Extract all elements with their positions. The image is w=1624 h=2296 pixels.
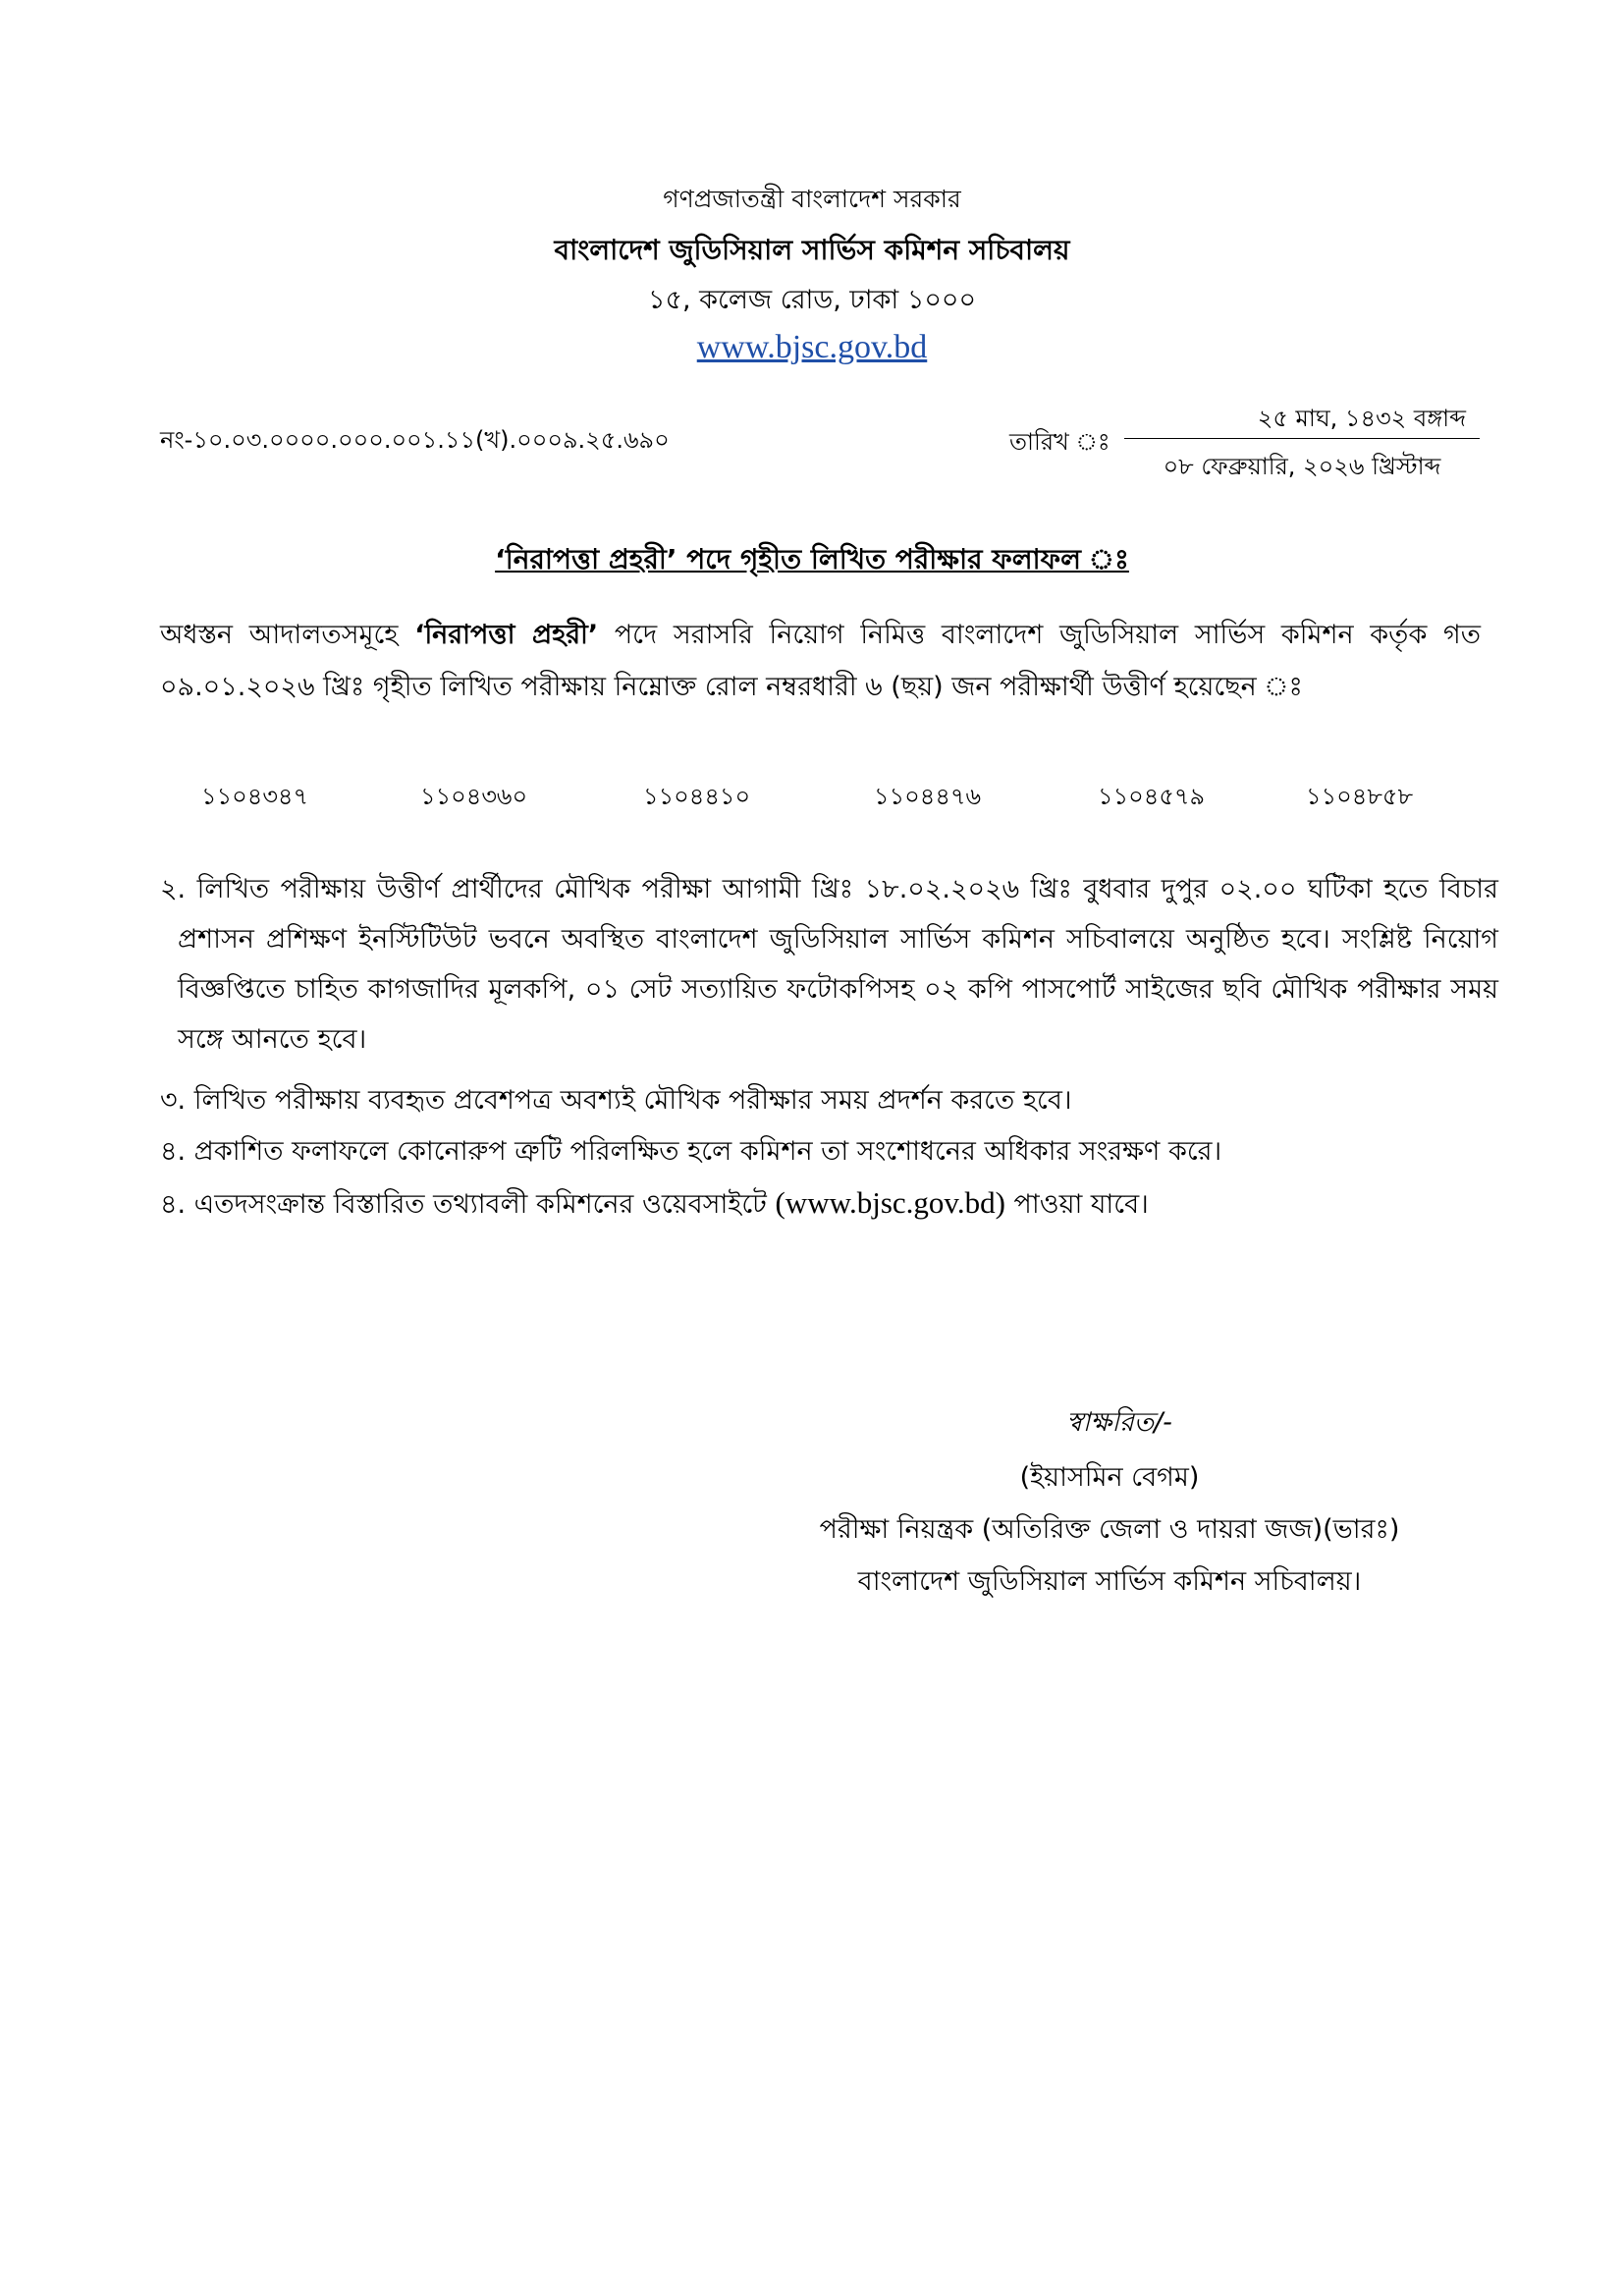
office-heading: বাংলাদেশ জুডিসিয়াল সার্ভিস কমিশন সচিবালয় [554,234,1070,266]
instruction-item-2: ২. লিখিত পরীক্ষায় উত্তীর্ণ প্রার্থীদের মৌখিক পরীক্ষা আগামী খ্রিঃ ১৮.০২.২০২৬ খ্রিঃ বুধবার দুপুর ০২.০০ ঘটিকা হতে বিচার প্রশাসন প্রশিক্ষণ ইনস্টিটিউট ভবনে অবস্থিত বাংলাদেশ জুডিসিয়াল সার্ভিস কমিশন সচিবালয়ে অনুষ্ঠিত হবে। সংশ্লিষ্ট নিয়োগ বিজ্ঞপ্তিতে চাহিত কাগজাদির মূলকপি, ০১ সেট সত্যায়িত ফটোকপিসহ ০২ কপি পাসপোর্ট সাইজের ছবি মৌখিক পরীক্ষার সময় সঙ্গে আনতে হবে। [160,874,1498,1055]
instruction-item-5 [160,1177,1481,1230]
date-label: তারিখ ঃ [1009,428,1110,456]
government-heading: গণপ্রজাতন্ত্রী বাংলাদেশ সরকার [663,185,961,213]
date-divider [1124,438,1480,439]
instruction-item-4: ৪. প্রকাশিত ফলাফলে কোনোরুপ ত্রুটি পরিলক্ষিত হলে কমিশন তা সংশোধনের অধিকার সংরক্ষণ করে। [160,1136,1222,1167]
signatory-name: (ইয়াসমিন বেগম) [1019,1462,1200,1493]
date-bangla: ২৫ মাঘ, ১৪৩২ বঙ্গাব্দ [1257,405,1466,432]
instruction-item-5-prefix: ৪. এতদসংক্রান্ত বিস্তারিত তথ্যাবলী কমিশনের ওয়েবসাইটে [160,1189,776,1220]
roll-number: ১১০৪৪১০ [643,783,751,810]
website-link[interactable]: www.bjsc.gov.bd [696,329,928,365]
intro-post-name: ‘নিরাপত্তা প্রহরী’ [414,620,599,650]
instruction-website: (www.bjsc.gov.bd) [775,1185,1005,1220]
subject-text: ‘নিরাপত্তা প্রহরী’ পদে গৃহীত লিখিত পরীক্ষার ফলাফল ঃ [495,543,1129,575]
signed-mark: স্বাক্ষরিত/- [1066,1407,1172,1438]
roll-number: ১১০৪৮৫৮ [1306,783,1414,810]
signatory-designation: পরীক্ষা নিয়ন্ত্রক (অতিরিক্ত জেলা ও দায়রা জজ)(ভারঃ) [819,1514,1400,1545]
office-address: ১৫, কলেজ রোড, ঢাকা ১০০০ [647,285,977,315]
subject-heading [0,538,1624,584]
intro-part2: পদে সরাসরি নিয়োগ নিমিত্ত বাংলাদেশ জুডিসিয়াল সার্ভিস কমিশন কর্তৃক গত ০৯.০১.২০২৬ খ্রিঃ গৃহীত লিখিত পরীক্ষায় নিম্নোক্ত রোল নম্বরধারী ৬ (ছয়) জন পরীক্ষার্থী উত্তীর্ণ হয়েছেন ঃ [160,620,1481,702]
intro-paragraph [160,609,1481,713]
intro-part1: অধস্তন আদালতসমূহে [160,620,415,650]
memo-number: নং-১০.০৩.০০০০.০০০.০০১.১১(খ).০০০৯.২৫.৬৯০ [160,426,670,454]
date-block [1124,401,1480,488]
instruction-item-5-suffix: পাওয়া যাবে। [1004,1189,1149,1220]
signatory-office: বাংলাদেশ জুডিসিয়াল সার্ভিস কমিশন সচিবালয়। [857,1566,1362,1597]
roll-number: ১১০৪৩৪৭ [201,783,309,810]
date-gregorian: ০৮ ফেব্রুয়ারি, ২০২৬ খ্রিস্টাব্দ [1163,453,1441,480]
roll-number: ১১০৪৩৬০ [420,783,528,810]
roll-number: ১১০৪৪৭৬ [874,783,982,810]
instruction-item-3: ৩. লিখিত পরীক্ষায় ব্যবহৃত প্রবেশপত্র অবশ্যই মৌখিক পরীক্ষার সময় প্রদর্শন করতে হবে। [160,1085,1072,1116]
roll-number: ১১০৪৫৭৯ [1098,783,1206,810]
